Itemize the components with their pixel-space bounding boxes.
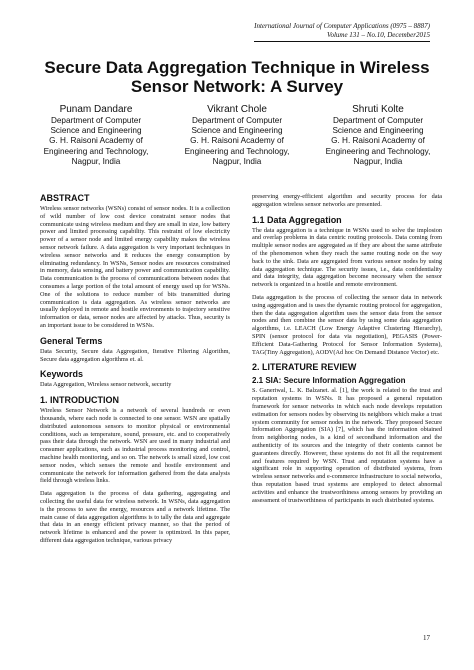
author-dept-2: Science and Engineering xyxy=(332,126,424,136)
continued-paragraph: preserving energy-efficient algorithm and security process for data aggregation wireless sensor networks are presented. xyxy=(252,193,442,208)
section-1-1-heading: 1.1 Data Aggregation xyxy=(252,214,342,225)
general-terms-heading: General Terms xyxy=(40,335,103,346)
author-name: Punam Dandare xyxy=(59,104,133,115)
author-dept-2: Science and Engineering xyxy=(191,126,283,136)
author-dept-2: Science and Engineering xyxy=(50,126,142,136)
author-city: Nagpur, India xyxy=(212,156,262,166)
page-number: 17 xyxy=(423,634,430,642)
author-3 xyxy=(310,103,446,167)
general-terms-text: Data Security, Secure data Aggregation, Iterative Filtering Algorithm, Secure data aggregation algorithms et. al. xyxy=(40,347,230,363)
section-2-1-heading: 2.1 SIA: Secure Information Aggregation xyxy=(252,376,406,386)
author-name: Vikrant Chole xyxy=(207,104,267,115)
author-institution-2: Engineering and Technology, xyxy=(325,146,431,156)
author-block xyxy=(28,103,446,167)
left-column xyxy=(40,193,230,545)
section-1-1-paragraph-1: The data aggregation is a technique in WSNs used to solve the implosion and overlap problems in data centric routing protocols. Data coming from multiple sensor nodes are aggregated as if they are about the same attribute of the phenomenon when they reach the same routing node on the way back to the sink. Data are aggregated from various sensor nodes by using data aggregation technique. The security issues, i.e., data confidentiality and data integrity, data aggregation become necessary when the sensor network is organized in a hostile and remote environment. xyxy=(252,226,442,289)
literature-review-heading: 2. LITERATURE REVIEW xyxy=(252,362,357,373)
author-dept: Department of Computer xyxy=(191,116,283,125)
journal-line-1: International Journal of Computer Applications (0975 – 8887) xyxy=(254,22,430,30)
journal-line-2: Volume 131 – No.10, December2015 xyxy=(254,31,430,42)
author-dept: Department of Computer xyxy=(50,116,142,125)
introduction-paragraph-2: Data aggregation is the process of data gathering, aggregating and collecting the useful data for wireless network. In WSNs, data aggregation is the process to save the energy, resources and a network lifetime. The main cause of data aggregation algorithms is to tally the data and aggregate that data in an energy efficient privacy manner, so that the period of network lifetime is enhanced and the power is optimized. In this paper, different data aggregation technique, various privacy xyxy=(40,490,230,544)
introduction-paragraph-1: Wireless Sensor Network is a network of several hundreds or even thousands, where each node is connected to one sensor. WSN are spatially distributed autonomous sensors to monitor physical or environmental conditions, such as temperature, sound, pressure, etc. and to cooperatively pass their data through the network. WSN are used in many industrial and consumer applications, such as industrial process monitoring and control, machine health monitoring, and so on. The network is small sized, low cost sensor nodes, which senses the remote and hostile environment and communicate the network for information gathered from the data analysis field through wireless links. xyxy=(40,407,230,485)
author-name: Shruti Kolte xyxy=(352,104,404,115)
paper-title: Secure Data Aggregation Technique in Wireless Sensor Network: A Survey xyxy=(44,58,430,96)
author-dept: Department of Computer xyxy=(332,116,424,125)
author-city: Nagpur, India xyxy=(71,156,121,166)
abstract-text: Wireless sensor networks (WSNs) consist of sensor nodes. It is a collection of wild number of low cost device constraint sensor nodes that communicate using wireless medium and they are small in size, low battery power and limited processing capability. This restraint of low electricity power of a sensor node and limited energy capability makes the wireless sensor network failure. A data aggregation is very important techniques in wireless sensor networks and it reduces the energy consumption by eliminating redundancy. In WSNs, Sensor nodes are resources constrained in memory, data sensing, and battery power and communication capability. Data communication is the process of communications between nodes that consumes a large portion of the total amount of energy used up for WSNs. One of the solutions to reduce number of bits transmitted during communication is data aggregation. As wireless sensor networks are usually deployed in remote and hostile environments to trajectory sensitive information or data, sensor nodes are affected by attacks. Thus, security is an important issue to be considered in WSNs. xyxy=(40,205,230,329)
author-institution: G. H. Raisoni Academy of xyxy=(190,136,284,146)
keywords-heading: Keywords xyxy=(40,369,84,380)
author-2 xyxy=(169,103,305,167)
introduction-heading: 1. INTRODUCTION xyxy=(40,395,120,406)
abstract-heading: ABSTRACT xyxy=(40,193,90,203)
author-institution: G. H. Raisoni Academy of xyxy=(331,136,425,146)
section-2-1-paragraph-1: S. Ganeriwal, L. K. Balzanet. al. [1], the work is related to the trust and reputation systems in WSNs. It has proposed a general reputation framework for sensor networks in which each node develops reputation estimation for sensors nodes by observing its neighbors which make a trust system community for sensor nodes in the network. They proposed Secure Information Aggregation (SIA) [7], which has the information obtained from neighboring nodes, is a kind of secondhand information and the authenticity of its sources and the integrity of their contents cannot be guarantees directly. However, these systems do not fit all the requirement and features required by WSN. Trust and reputation systems have a significant role in supporting operation of distributed systems, from wireless sensor networks and e-commerce infrastructure to social networks, thus reputation based trust systems are employed to detect abnormal activities and enhance the trustworthiness among sensors by providing an assessment of trustworthiness of participants in such distributed systems. xyxy=(252,387,442,504)
right-column xyxy=(252,193,442,504)
keywords-text: Data Aggregation, Wireless sensor network, security xyxy=(40,381,172,389)
author-1 xyxy=(28,103,164,167)
journal-header xyxy=(254,22,430,42)
author-city: Nagpur, India xyxy=(353,156,403,166)
author-institution: G. H. Raisoni Academy of xyxy=(49,136,143,146)
author-institution-2: Engineering and Technology, xyxy=(43,146,149,156)
section-1-1-paragraph-2: Data aggregation is the process of collecting the sensor data in network using aggregation and is uses the dynamic routing protocol for aggregation, then the data aggregation algorithm uses the sensor data from the sensor nodes and then combine the sensor data by using some data aggregation algorithms, i.e. LEACH (Low Energy Adaptive Clustering Hierarchy), SPIN (sensor protocol for data via negotiation), PEGASIS (Power- Efficient Data-Gathering Protocol for Sensor Information Systems), TAG(Tiny Aggregation), AODV(Ad hoc On Demand Distance Vector) etc. xyxy=(252,293,442,356)
author-institution-2: Engineering and Technology, xyxy=(184,146,290,156)
